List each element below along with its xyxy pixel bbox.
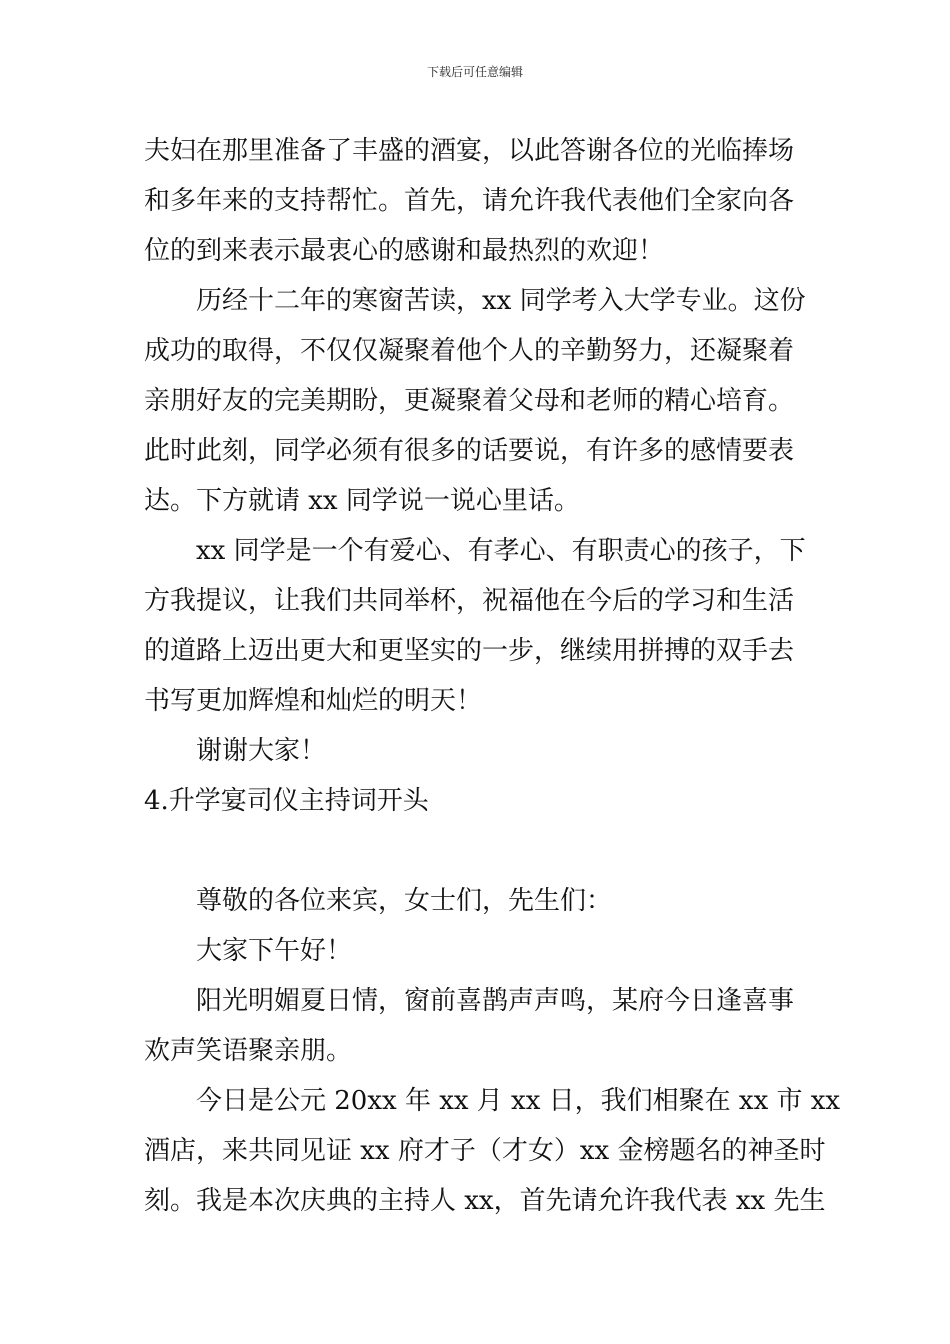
text-line: 今日是公元 20xx 年 xx 月 xx 日，我们相聚在 xx 市 xx xyxy=(196,1086,841,1116)
text-line: 历经十二年的寒窗苦读，xx 同学考入大学专业。这份 xyxy=(196,286,806,316)
blank-line xyxy=(144,826,808,876)
text-line: 夫妇在那里准备了丰盛的酒宴，以此答谢各位的光临捧场 xyxy=(144,136,795,166)
text-line: xx 同学是一个有爱心、有孝心、有职责心的孩子，下 xyxy=(196,536,806,566)
document-body xyxy=(144,126,841,1226)
text-line: 大家下午好！ xyxy=(196,936,353,966)
page-header: 下载后可任意编辑 xyxy=(426,65,523,79)
text-line: 达。下方就请 xx 同学说一说心里话。 xyxy=(144,486,580,516)
text-line: 和多年来的支持帮忙。首先，请允许我代表他们全家向各 xyxy=(144,186,795,216)
text-line: 此时此刻，同学必须有很多的话要说，有许多的感情要表 xyxy=(144,436,795,466)
text-line: 刻。我是本次庆典的主持人 xx，首先请允许我代表 xx 先生 xyxy=(144,1186,826,1216)
text-line: 亲朋好友的完美期盼，更凝聚着父母和老师的精心培育。 xyxy=(144,386,795,416)
text-line: 阳光明媚夏日情，窗前喜鹊声声鸣，某府今日逢喜事 xyxy=(196,986,795,1016)
text-line: 成功的取得，不仅仅凝聚着他个人的辛勤努力，还凝聚着 xyxy=(144,336,795,366)
text-line: 方我提议，让我们共同举杯，祝福他在今后的学习和生活 xyxy=(144,586,795,616)
text-line: 书写更加辉煌和灿烂的明天！ xyxy=(144,686,483,716)
text-line: 谢谢大家！ xyxy=(196,736,327,766)
text-line: 位的到来表示最衷心的感谢和最热烈的欢迎！ xyxy=(144,236,665,266)
text-line: 欢声笑语聚亲朋。 xyxy=(144,1036,353,1066)
text-line: 酒店，来共同见证 xx 府才子（才女）xx 金榜题名的神圣时 xyxy=(144,1136,826,1166)
section-heading: 4.升学宴司仪主持词开头 xyxy=(144,786,429,816)
text-line: 尊敬的各位来宾，女士们，先生们： xyxy=(196,886,613,916)
text-line: 的道路上迈出更大和更坚实的一步，继续用拼搏的双手去 xyxy=(144,636,795,666)
